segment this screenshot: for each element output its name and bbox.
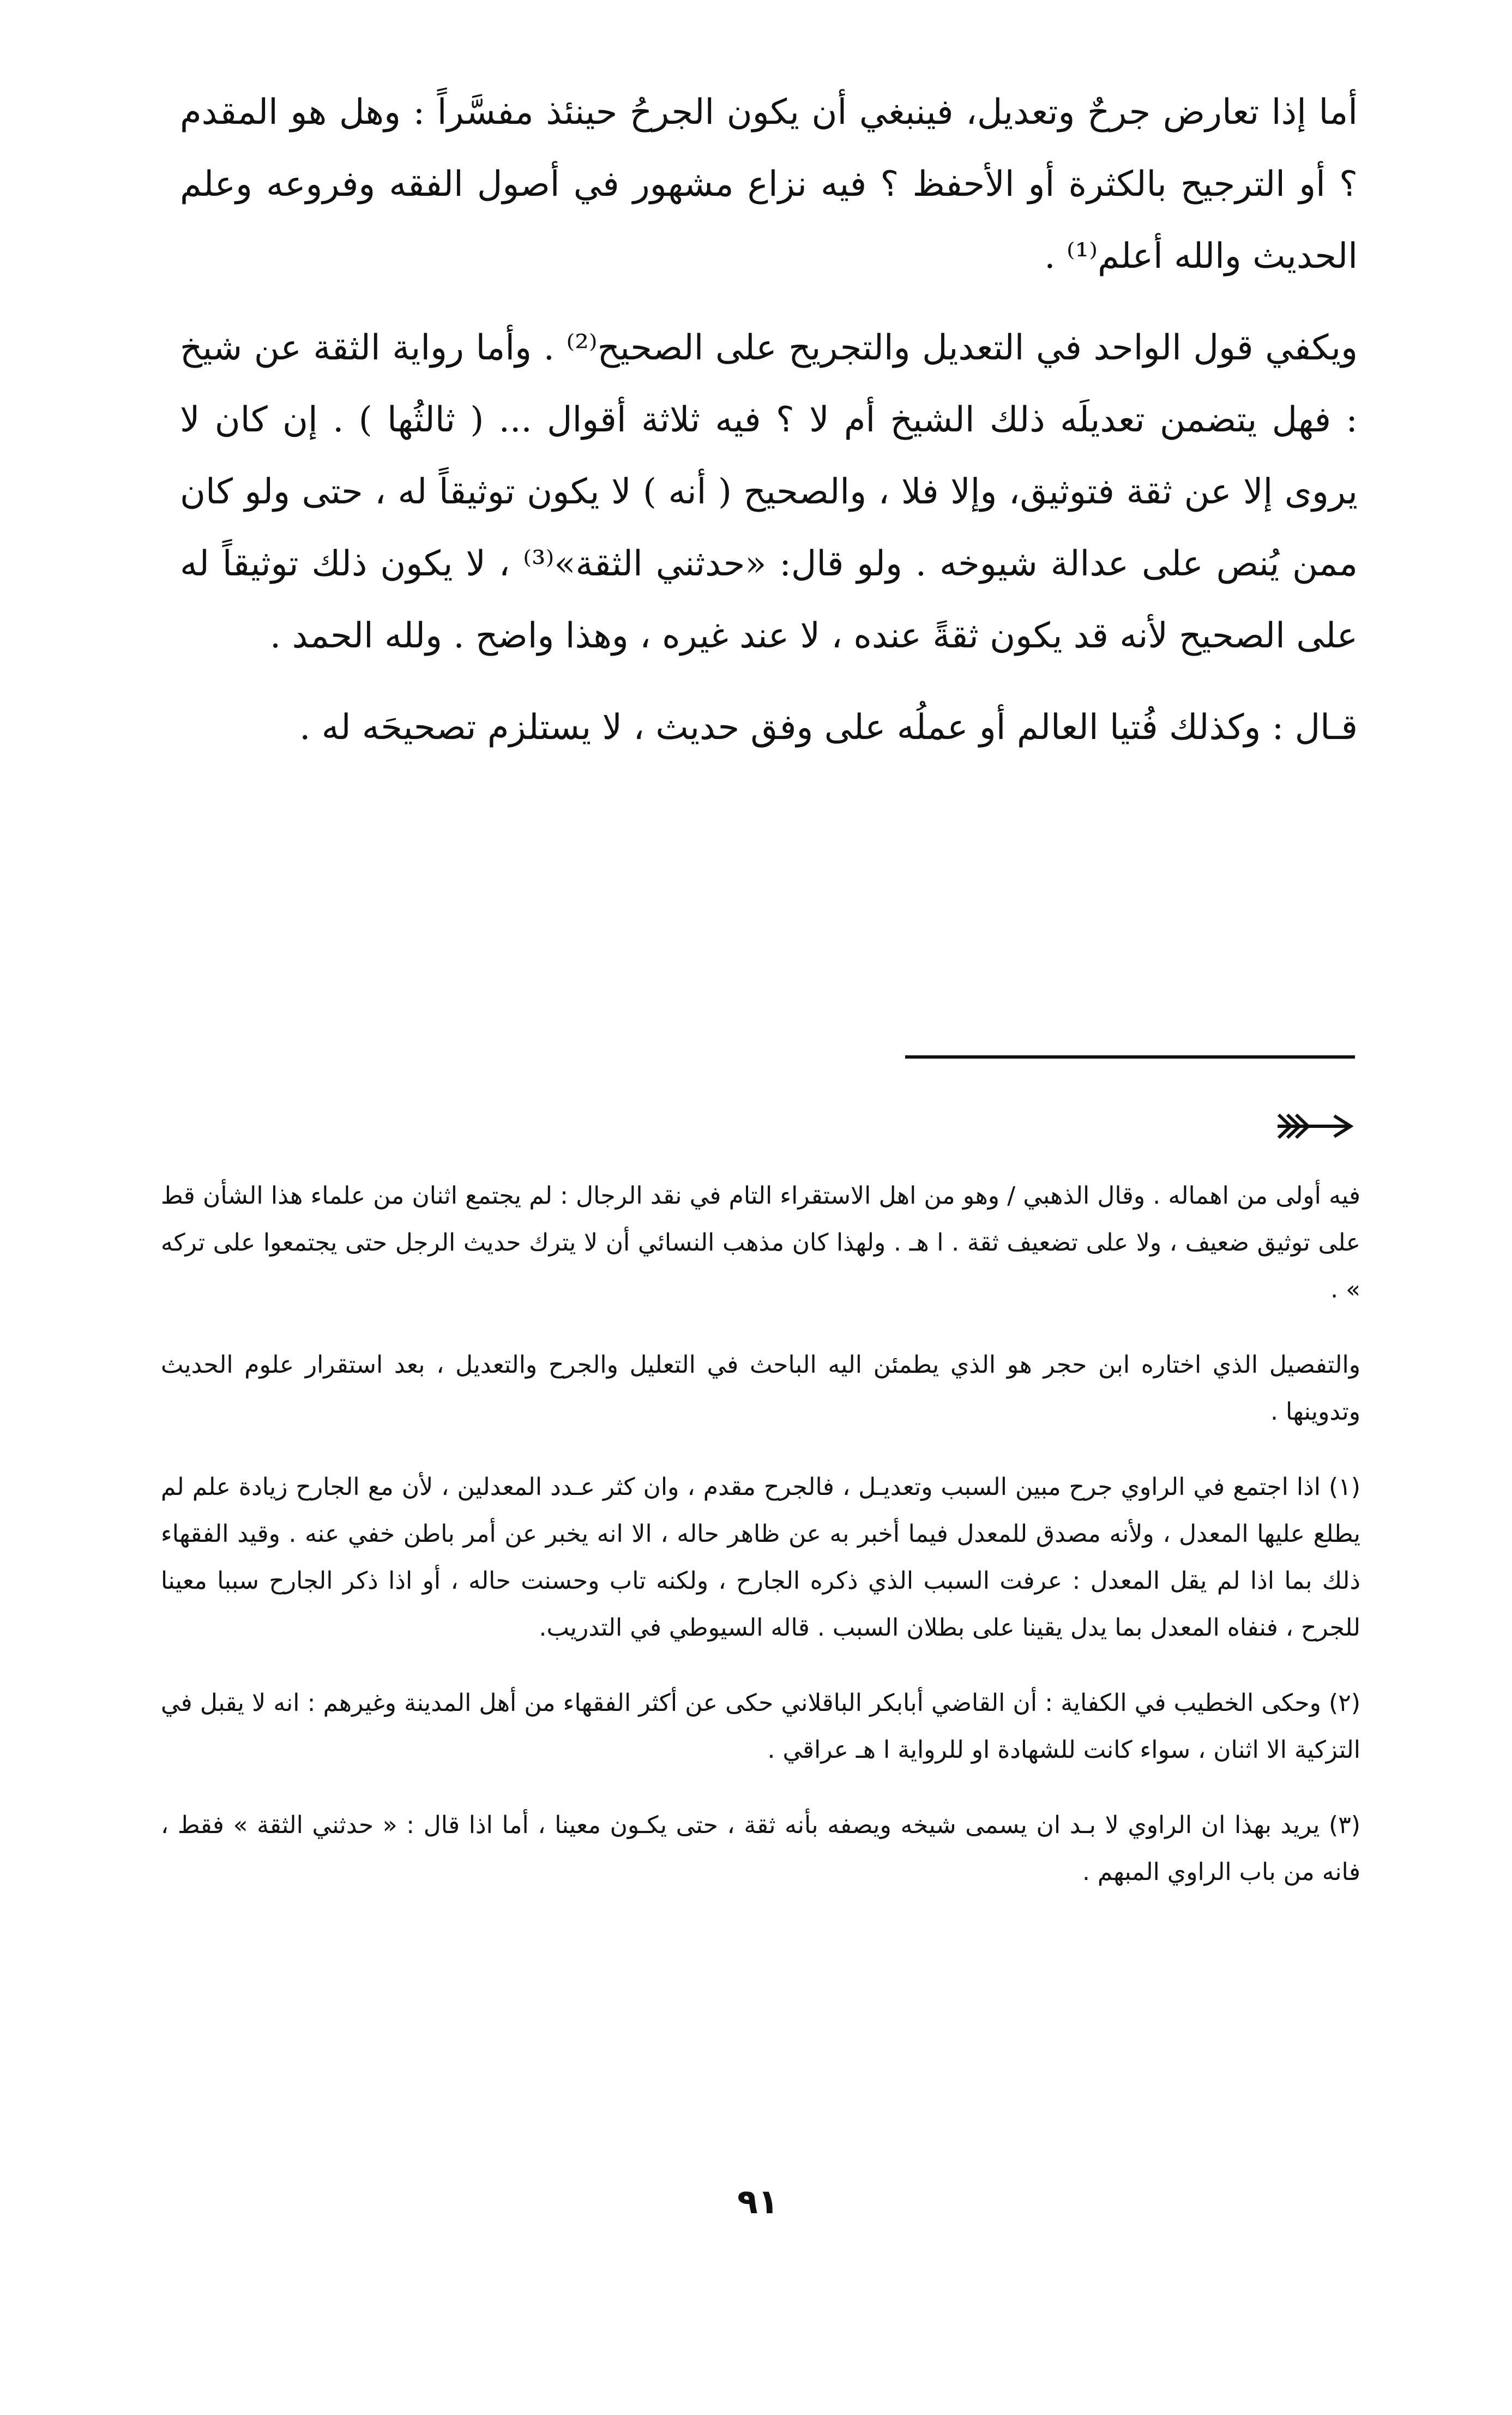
- main-paragraph-2: ويكفي قول الواحد في التعديل والتجريح على الصحيح⁽²⁾ . وأما رواية الثقة عن شيخ : فهل يتضمن تعديلَه ذلك الشيخ أم لا ؟ فيه ثلاثة أقوال ... ( ثالثُها ) . إن كان لا يروى إلا عن ثقة فتوثيق، وإلا فلا ، والصحيح ( أنه ) لا يكون توثيقاً له ، حتى ولو كان ممن يُنص على عدالة شيوخه . ولو قال: «حدثني الثقة»⁽³⁾ ، لا يكون ذلك توثيقاً له على الصحيح لأنه قد يكون ثقةً عنده ، لا عند غيره ، وهذا واضح . ولله الحمد .: [180, 328, 1358, 656]
- continuation-arrow-icon: [1273, 1107, 1355, 1145]
- main-paragraph-3: قـال : وكذلك فُتيا العالم أو عملُه على وفق حديث ، لا يستلزم تصحيحَه له .: [299, 707, 1358, 748]
- footnotes: [161, 1173, 1360, 1924]
- page-number: ٩١: [737, 2182, 779, 2221]
- footnote-3: (٣) يريد بهذا ان الراوي لا بـد ان يسمى شيخه ويصفه بأنه ثقة ، حتى يكـون معينا ، أما اذا قال : « حدثني الثقة » فقط ، فانه من باب الراوي المبهم .: [161, 1811, 1360, 1886]
- footnote-continuation-1: فيه أولى من اهماله . وقال الذهبي / وهو من اهل الاستقراء التام في نقد الرجال : لم يجتمع اثنان من علماء هذا الشأن قط على توثيق ضعيف ، ولا على تضعيف ثقة . ا هـ . ولهذا كان مذهب النسائي أن لا يترك حديث الرجل حتى يجتمعوا على تركه » .: [161, 1182, 1360, 1303]
- footnote-continuation-2: والتفصيل الذي اختاره ابن حجر هو الذي يطمئن اليه الباحث في التعليل والجرح والتعديل ، بعد استقرار علوم الحديث وتدوينها .: [161, 1351, 1360, 1426]
- main-paragraph-1: أما إذا تعارض جرحٌ وتعديل، فينبغي أن يكون الجرحُ حينئذ مفسَّراً : وهل هو المقدم ؟ أو الترجيح بالكثرة أو الأحفظ ؟ فيه نزاع مشهور في أصول الفقه وفروعه وعلم الحديث والله أعلم⁽¹⁾ .: [180, 92, 1358, 277]
- footnote-1: (١) اذا اجتمع في الراوي جرح مبين السبب وتعديـل ، فالجرح مقدم ، وان كثر عـدد المعدلين ، لأن مع الجارح زيادة علم لم يطلع عليها المعدل ، ولأنه مصدق للمعدل فيما أخبر به عن ظاهر حاله ، الا انه يخبر عن أمر باطن خفي عنه . وقيد الفقهاء ذلك بما اذا لم يقل المعدل : عرفت السبب الذي ذكره الجارح ، ولكنه تاب وحسنت حاله ، أو اذا ذكر الجارح سببا معينا للجرح ، فنفاه المعدل بما يدل يقينا على بطلان السبب . قاله السيوطي في التدريب.: [161, 1473, 1360, 1642]
- main-text: [180, 76, 1358, 783]
- footnote-2: (٢) وحكى الخطيب في الكفاية : أن القاضي أبابكر الباقلاني حكى عن أكثر الفقهاء من أهل المدينة وغيرهم : انه لا يقبل في التزكية الا اثنان ، سواء كانت للشهادة او للرواية ا هـ عراقي .: [161, 1689, 1360, 1764]
- footnote-separator: [905, 1055, 1355, 1059]
